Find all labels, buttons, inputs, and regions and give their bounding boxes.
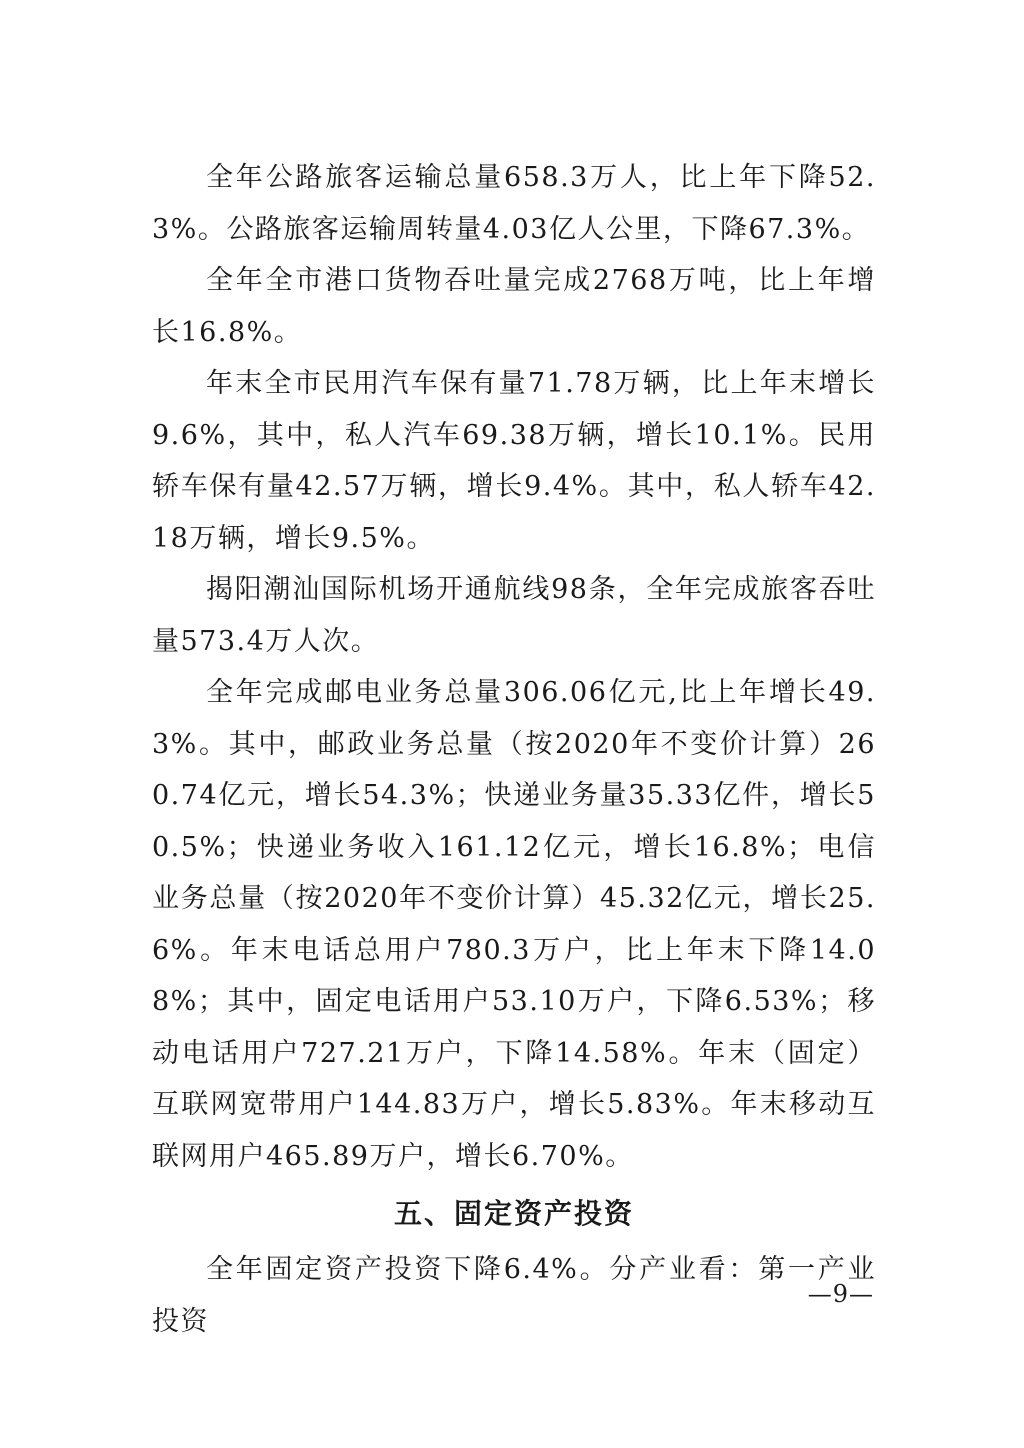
page-number: —9—: [807, 1280, 874, 1308]
section-heading: 五、固定资产投资: [393, 1197, 634, 1230]
paragraph-fixed-investment: 全年固定资产投资下降6.4%。分产业看：第一产业投资: [152, 1254, 876, 1337]
body-text: [152, 152, 876, 1347]
paragraph-port-cargo: 全年全市港口货物吞吐量完成2768万吨，比上年增长16.8%。: [152, 265, 876, 348]
paragraph-vehicles: 年末全市民用汽车保有量71.78万辆，比上年末增长9.6%，其中，私人汽车69.38万辆，增长10.1%。民用轿车保有量42.57万辆，增长9.4%。其中，私人轿车42.18万辆，增长9.5%。: [152, 368, 876, 554]
paragraph-post-telecom: 全年完成邮电业务总量306.06亿元,比上年增长49.3%。其中，邮政业务总量（按2020年不变价计算）260.74亿元，增长54.3%；快递业务量35.33亿件，增长50.5%；快递业务收入161.12亿元，增长16.8%；电信业务总量（按2020年不变价计算）45.32亿元，增长25.6%。年末电话总用户780.3万户，比上年末下降14.08%；其中，固定电话用户53.10万户，下降6.53%；移动电话用户727.21万户，下降14.58%。年末（固定）互联网宽带用户144.83万户，增长5.83%。年末移动互联网用户465.89万户，增长6.70%。: [152, 677, 876, 1172]
paragraph-airport: 揭阳潮汕国际机场开通航线98条，全年完成旅客吞吐量573.4万人次。: [152, 574, 876, 657]
paragraph-road-passenger: 全年公路旅客运输总量658.3万人，比上年下降52.3%。公路旅客运输周转量4.03亿人公里，下降67.3%。: [152, 162, 876, 245]
